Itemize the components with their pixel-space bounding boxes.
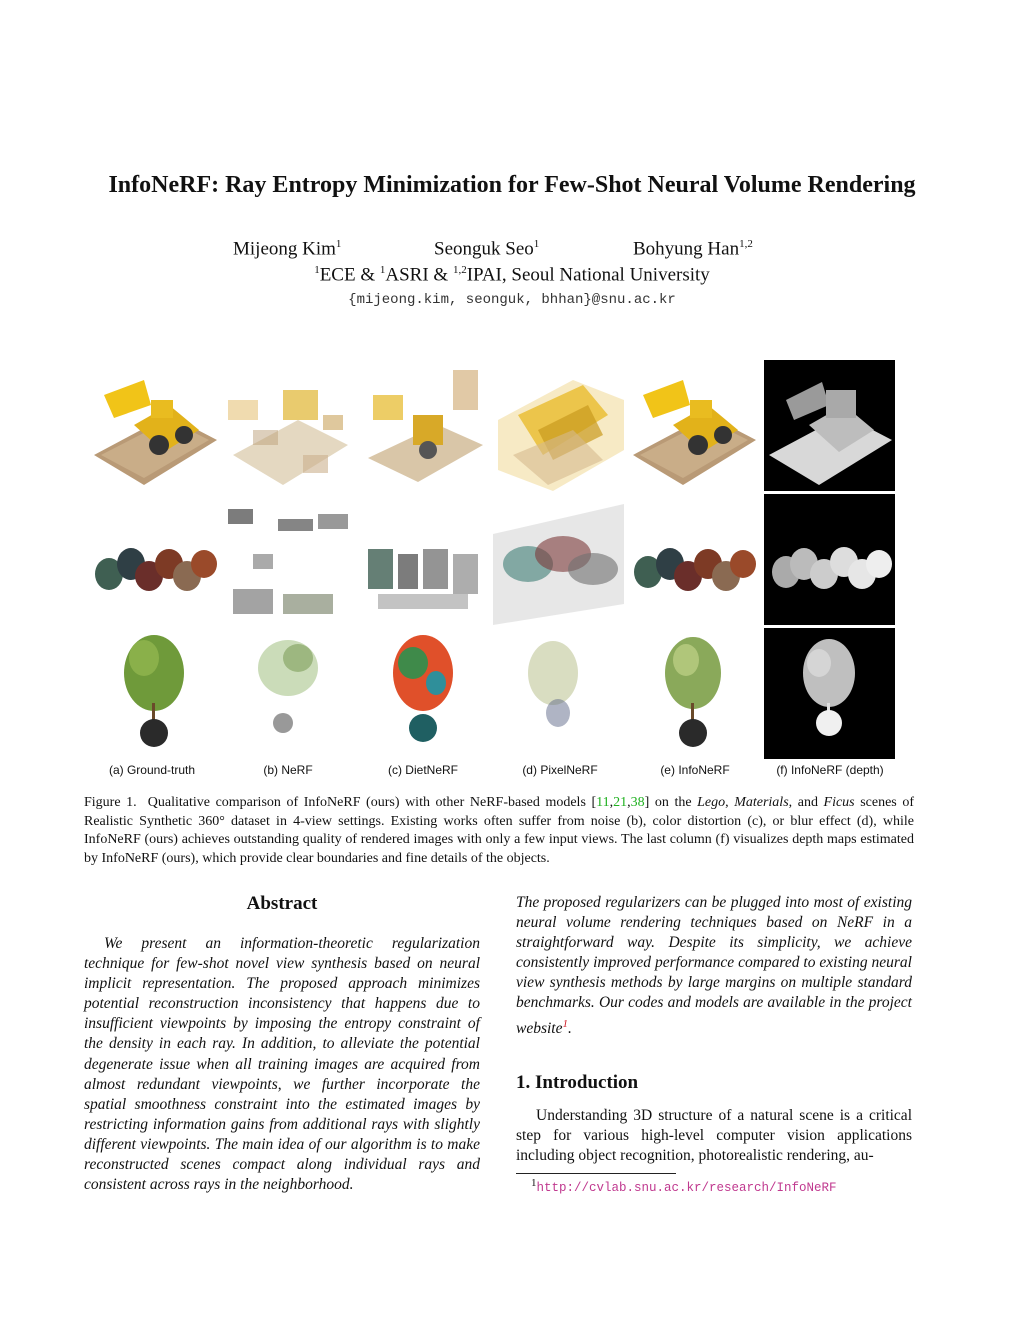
paper-title: InfoNeRF: Ray Entropy Minimization for Few-Shot Neural Volume Rendering	[108, 172, 916, 198]
citation-link[interactable]: 21	[613, 795, 628, 810]
figure-image-ficus-depth	[764, 628, 895, 759]
footnote-divider	[516, 1173, 676, 1174]
abstract-body: We present an information-theoretic regularization technique for few-shot novel view synthesis based on neural implicit representation. The proposed approach minimizes potential reconstruction inconsistency that happens due to insufficient viewpoints by imposing the entropy constraint of the density in each ray. In addition, to alleviate the potential degenerate issue when all training images are acquired from almost redundant viewpoints, we further incorporate the spatial smoothness constraint into the estimated images by restricting information gains from additional rays with slightly different viewpoints. The main idea of our algorithm is to make reconstructed scenes compact along individual rays and consistent across rays in the neighborhood.	[84, 935, 480, 1194]
figure-image-materials-dietnerf	[358, 494, 489, 625]
figure-image-lego-nerf	[223, 360, 354, 491]
footnote: $^1$http://cvlab.snu.ac.kr/research/InfoNeRF	[531, 1177, 837, 1196]
citation-link[interactable]: 11	[596, 795, 610, 810]
figure-image-ficus-infonerf	[628, 628, 759, 759]
figure-image-materials-infonerf	[628, 494, 759, 625]
figure-image-ficus-dietnerf	[358, 628, 489, 759]
subcaption-pixelnerf: (d) PixelNeRF	[522, 763, 598, 777]
introduction-body: Understanding 3D structure of a natural scene is a critical step for various high-level computer vision applications including object recognition, photorealistic rendering, au-	[516, 1107, 912, 1165]
figure-image-materials-nerf	[223, 494, 354, 625]
figure-image-lego-ground-truth	[89, 360, 220, 491]
affiliation: $^1$ECE & $^1$ASRI & $^{1,2}$IPAI, Seoul National University	[314, 264, 710, 286]
subcaption-infonerf-depth: (f) InfoNeRF (depth)	[776, 763, 884, 777]
figure-image-lego-infonerf	[628, 360, 759, 491]
figure-image-lego-depth	[764, 360, 895, 491]
figure-image-materials-depth	[764, 494, 895, 625]
author-email: {mijeong.kim, seonguk, bhhan}@snu.ac.kr	[348, 292, 676, 308]
introduction-heading: 1. Introduction	[516, 1072, 639, 1093]
subcaption-infonerf: (e) InfoNeRF	[660, 763, 730, 777]
footnote-link[interactable]: 1	[562, 1017, 568, 1030]
figure-image-ficus-ground-truth	[89, 628, 220, 759]
figure-image-materials-pixelnerf	[493, 494, 624, 625]
author-3: Bohyung Han$^{1,2}$	[633, 238, 753, 260]
figure-caption: Figure 1. Qualitative comparison of InfoNeRF (ours) with other NeRF-based models [11,21,38] on the Lego, Materials, and Ficus scenes of Realistic Synthetic 360° dataset in 4-view settings. Existing works often suffer from noise (b), color distortion (c), or blur effect (d), while InfoNeRF (ours) achieves outstanding quality of rendered images with only a few input views. The last column (f) visualizes depth maps estimated by InfoNeRF (ours), which provide clear boundaries and fine details of the objects.	[84, 795, 914, 866]
author-list	[0, 238, 1024, 264]
abstract-heading: Abstract	[246, 893, 318, 914]
figure-image-lego-pixelnerf	[493, 360, 624, 491]
subcaption-ground-truth: (a) Ground-truth	[108, 763, 196, 777]
citation-link[interactable]: 38	[630, 795, 645, 810]
abstract-continuation: The proposed regularizers can be plugged into most of existing neural volume rendering techniques based on NeRF in a straightforward way. Despite its simplicity, we achieve consistently improved performance compared to existing neural view synthesis methods by large margins on multiple standard benchmarks. Our codes and models are available in the project website$^1$.	[516, 894, 912, 1037]
author-2: Seonguk Seo$^1$	[434, 238, 540, 260]
author-1: Mijeong Kim$^1$	[233, 238, 342, 260]
figure-image-ficus-pixelnerf	[493, 628, 624, 759]
figure-image-materials-ground-truth	[89, 494, 220, 625]
subcaption-dietnerf: (c) DietNeRF	[387, 763, 458, 777]
figure-image-lego-dietnerf	[358, 360, 489, 491]
project-url-link[interactable]: http://cvlab.snu.ac.kr/research/InfoNeRF	[536, 1181, 837, 1196]
figure-image-ficus-nerf	[223, 628, 354, 759]
subcaption-nerf: (b) NeRF	[263, 763, 313, 777]
